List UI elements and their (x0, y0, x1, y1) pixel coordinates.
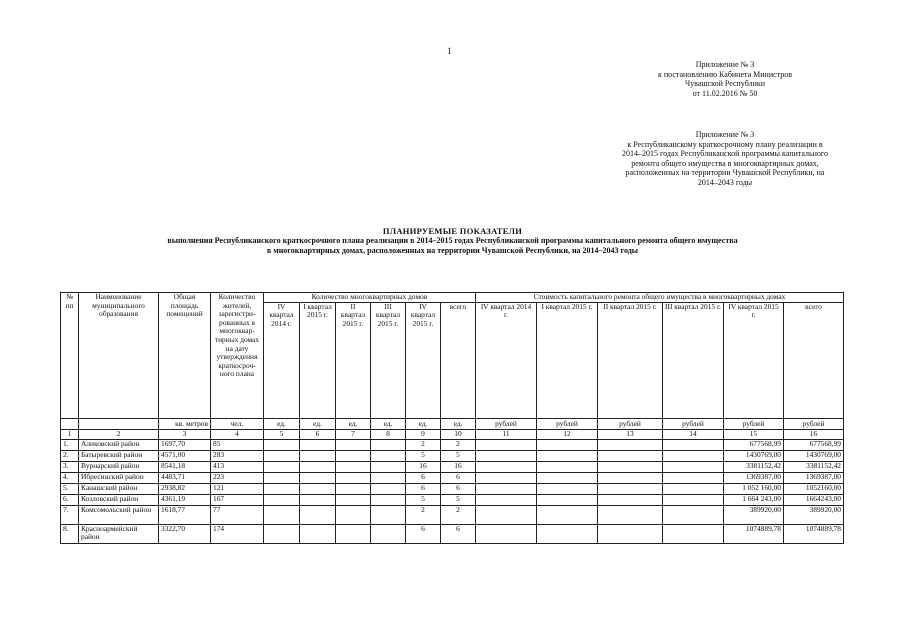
municipality-name: Аликовский район (79, 439, 159, 450)
cost-q4-2015-value: 389920,00 (724, 505, 784, 524)
header-cost-q4-2014: IV квартал 2014 г. (476, 302, 537, 418)
header-municipality: Наименование муниципального образования (79, 293, 159, 419)
document-title: ПЛАНИРУЕМЫЕ ПОКАЗАТЕЛИ (382, 226, 523, 236)
unit-cell: ед. (336, 418, 371, 429)
table-row (61, 461, 844, 472)
appendix-line: к постановлению Кабинета Министров (657, 69, 793, 79)
cost-q4-2015-value: 1 664 243,00 (724, 494, 784, 505)
residents-value: 121 (211, 483, 264, 494)
document-subtitle-line: выполнения Республиканского краткосрочного плана реализации в 2014–2015 годах Республиканской программы капитального ремонта общего имущества (167, 236, 738, 245)
table-row (61, 524, 844, 543)
houses-total-value: 2 (441, 439, 476, 450)
municipality-name: Ибресинский район (79, 472, 159, 483)
column-number: 2 (79, 429, 159, 439)
area-value: 2938,82 (159, 483, 211, 494)
cost-q4-2015-value: 3381152,42 (724, 461, 784, 472)
appendix-title: Приложение № 3 (695, 130, 755, 139)
unit-cell: рублей (724, 418, 784, 429)
unit-cell: чел. (211, 418, 264, 429)
appendix-date: от 11.02.2016 № 50 (692, 88, 758, 98)
cost-total-value: 389920,00 (784, 505, 844, 524)
column-number: 3 (159, 429, 211, 439)
houses-q4-2015-value: 6 (406, 472, 441, 483)
houses-q4-2015-value: 2 (406, 439, 441, 450)
column-number: 8 (371, 429, 406, 439)
residents-value: 77 (211, 505, 264, 524)
appendix-line: ремонта общего имущества в многоквартирных домах, (631, 158, 819, 168)
unit-cell: кв. метров (159, 418, 211, 429)
column-numbers-row (61, 429, 844, 439)
cost-q4-2015-value: 1430769,00 (724, 450, 784, 461)
municipality-name: Комсомольский район (79, 505, 159, 524)
appendix-line: 2014–2043 годы (697, 177, 753, 187)
cost-total-value: 1664243,00 (784, 494, 844, 505)
cost-total-value: 1074889,78 (784, 524, 844, 543)
table-row (61, 439, 844, 450)
area-value: 4483,71 (159, 472, 211, 483)
houses-q4-2015-value: 2 (406, 505, 441, 524)
table-row (61, 483, 844, 494)
area-value: 1697,70 (159, 439, 211, 450)
header-houses-q1-2015: I квартал 2015 г. (300, 302, 336, 418)
houses-q4-2015-value: 6 (406, 483, 441, 494)
unit-cell: рублей (663, 418, 724, 429)
municipality-name: Батыревский район (79, 450, 159, 461)
houses-q4-2015-value: 5 (406, 450, 441, 461)
unit-cell: рублей (784, 418, 844, 429)
houses-q4-2015-value: 5 (406, 494, 441, 505)
houses-total-value: 5 (441, 494, 476, 505)
header-num: № пп (61, 293, 79, 419)
header-houses-q4-2014: IV квартал 2014 г. (264, 302, 300, 418)
column-number: 7 (336, 429, 371, 439)
unit-cell: рублей (476, 418, 537, 429)
header-cost-total: всего (784, 302, 844, 418)
document-heading (0, 226, 905, 256)
cost-total-value: 677568,99 (784, 439, 844, 450)
houses-total-value: 16 (441, 461, 476, 472)
unit-cell: ед. (371, 418, 406, 429)
cost-total-value: 1052160,00 (784, 483, 844, 494)
header-houses-total: всего (441, 302, 476, 418)
unit-cell (61, 418, 79, 429)
header-cost-q2-2015: II квартал 2015 г. (598, 302, 663, 418)
residents-value: 167 (211, 494, 264, 505)
municipality-name: Красноармейский район (79, 524, 159, 543)
column-number: 12 (537, 429, 598, 439)
header-houses-q2-2015: II квартал 2015 г. (336, 302, 371, 418)
table-row (61, 450, 844, 461)
appendix-line: 2014–2015 годах Республиканской программы капитального (622, 149, 828, 159)
residents-value: 413 (211, 461, 264, 472)
area-value: 3322,70 (159, 524, 211, 543)
header-cost-q3-2015: III квартал 2015 г. (663, 302, 724, 418)
table-row (61, 505, 844, 524)
cost-total-value: 1430769,00 (784, 450, 844, 461)
column-number: 15 (724, 429, 784, 439)
row-number: 2. (61, 450, 79, 461)
page-number: 1 (447, 46, 452, 56)
appendix-line: расположенных на территории Чувашской Республики, на (625, 168, 825, 178)
houses-total-value: 5 (441, 450, 476, 461)
header-houses-q4-2015: IV квартал 2015 г. (406, 302, 441, 418)
unit-cell: ед. (300, 418, 336, 429)
column-number: 5 (264, 429, 300, 439)
unit-cell: ед. (264, 418, 300, 429)
header-row (61, 293, 844, 303)
table-row (61, 494, 844, 505)
unit-cell: рублей (537, 418, 598, 429)
indicators-table (60, 292, 844, 544)
header-houses-q3-2015: III квартал 2015 г. (371, 302, 406, 418)
column-number: 6 (300, 429, 336, 439)
houses-total-value: 6 (441, 483, 476, 494)
appendix-line: Чувашской Республики (684, 79, 766, 89)
residents-value: 85 (211, 439, 264, 450)
houses-q4-2015-value: 6 (406, 524, 441, 543)
row-number: 5. (61, 483, 79, 494)
column-number: 16 (784, 429, 844, 439)
municipality-name: Козловский район (79, 494, 159, 505)
column-number: 9 (406, 429, 441, 439)
column-number: 14 (663, 429, 724, 439)
header-cost-q4-2015: IV квартал 2015 г. (724, 302, 784, 418)
row-number: 7. (61, 505, 79, 524)
row-number: 3. (61, 461, 79, 472)
row-number: 4. (61, 472, 79, 483)
area-value: 4361,19 (159, 494, 211, 505)
area-value: 1618,77 (159, 505, 211, 524)
appendix-title: Приложение № 3 (695, 60, 755, 69)
cost-total-value: 3381152,42 (784, 461, 844, 472)
residents-value: 223 (211, 472, 264, 483)
column-number: 13 (598, 429, 663, 439)
residents-value: 174 (211, 524, 264, 543)
houses-total-value: 6 (441, 524, 476, 543)
area-value: 8541,18 (159, 461, 211, 472)
municipality-name: Канашский район (79, 483, 159, 494)
unit-cell: ед. (406, 418, 441, 429)
row-number: 6. (61, 494, 79, 505)
header-houses-group: Количество многоквартирных домов (264, 293, 476, 303)
header-cost-group: Стоимость капитального ремонта общего имущества в многоквартирных домах (476, 293, 844, 303)
units-row (61, 418, 844, 429)
column-number: 10 (441, 429, 476, 439)
area-value: 4571,00 (159, 450, 211, 461)
unit-cell: рублей (598, 418, 663, 429)
residents-value: 283 (211, 450, 264, 461)
row-number: 1. (61, 439, 79, 450)
cost-q4-2015-value: 1 052 160,00 (724, 483, 784, 494)
appendix-line: к Республиканскому краткосрочному плану реализации в (627, 139, 823, 149)
header-cost-q1-2015: I квартал 2015 г. (537, 302, 598, 418)
column-number: 11 (476, 429, 537, 439)
appendix-plan-block (600, 130, 850, 188)
appendix-decree-block (600, 60, 850, 98)
document-subtitle-line: в многоквартирных домах, расположенных на территории Чувашской Республики, на 2014–2043 годы (266, 246, 639, 255)
houses-total-value: 6 (441, 472, 476, 483)
houses-total-value: 2 (441, 505, 476, 524)
municipality-name: Вурнарский район (79, 461, 159, 472)
unit-cell: ед. (441, 418, 476, 429)
unit-cell (79, 418, 159, 429)
cost-q4-2015-value: 677568,99 (724, 439, 784, 450)
cost-q4-2015-value: 1074889,78 (724, 524, 784, 543)
column-number: 1 (61, 429, 79, 439)
column-number: 4 (211, 429, 264, 439)
cost-q4-2015-value: 1369387,00 (724, 472, 784, 483)
row-number: 8. (61, 524, 79, 543)
table-row (61, 472, 844, 483)
houses-q4-2015-value: 16 (406, 461, 441, 472)
cost-total-value: 1369387,00 (784, 472, 844, 483)
header-area: Общая площадь помещений (159, 293, 211, 419)
header-residents: Количество жителей, зарегистри-рованных в многоквар-тирных домах на дату утверждения краткосроч-ного плана (211, 293, 264, 419)
